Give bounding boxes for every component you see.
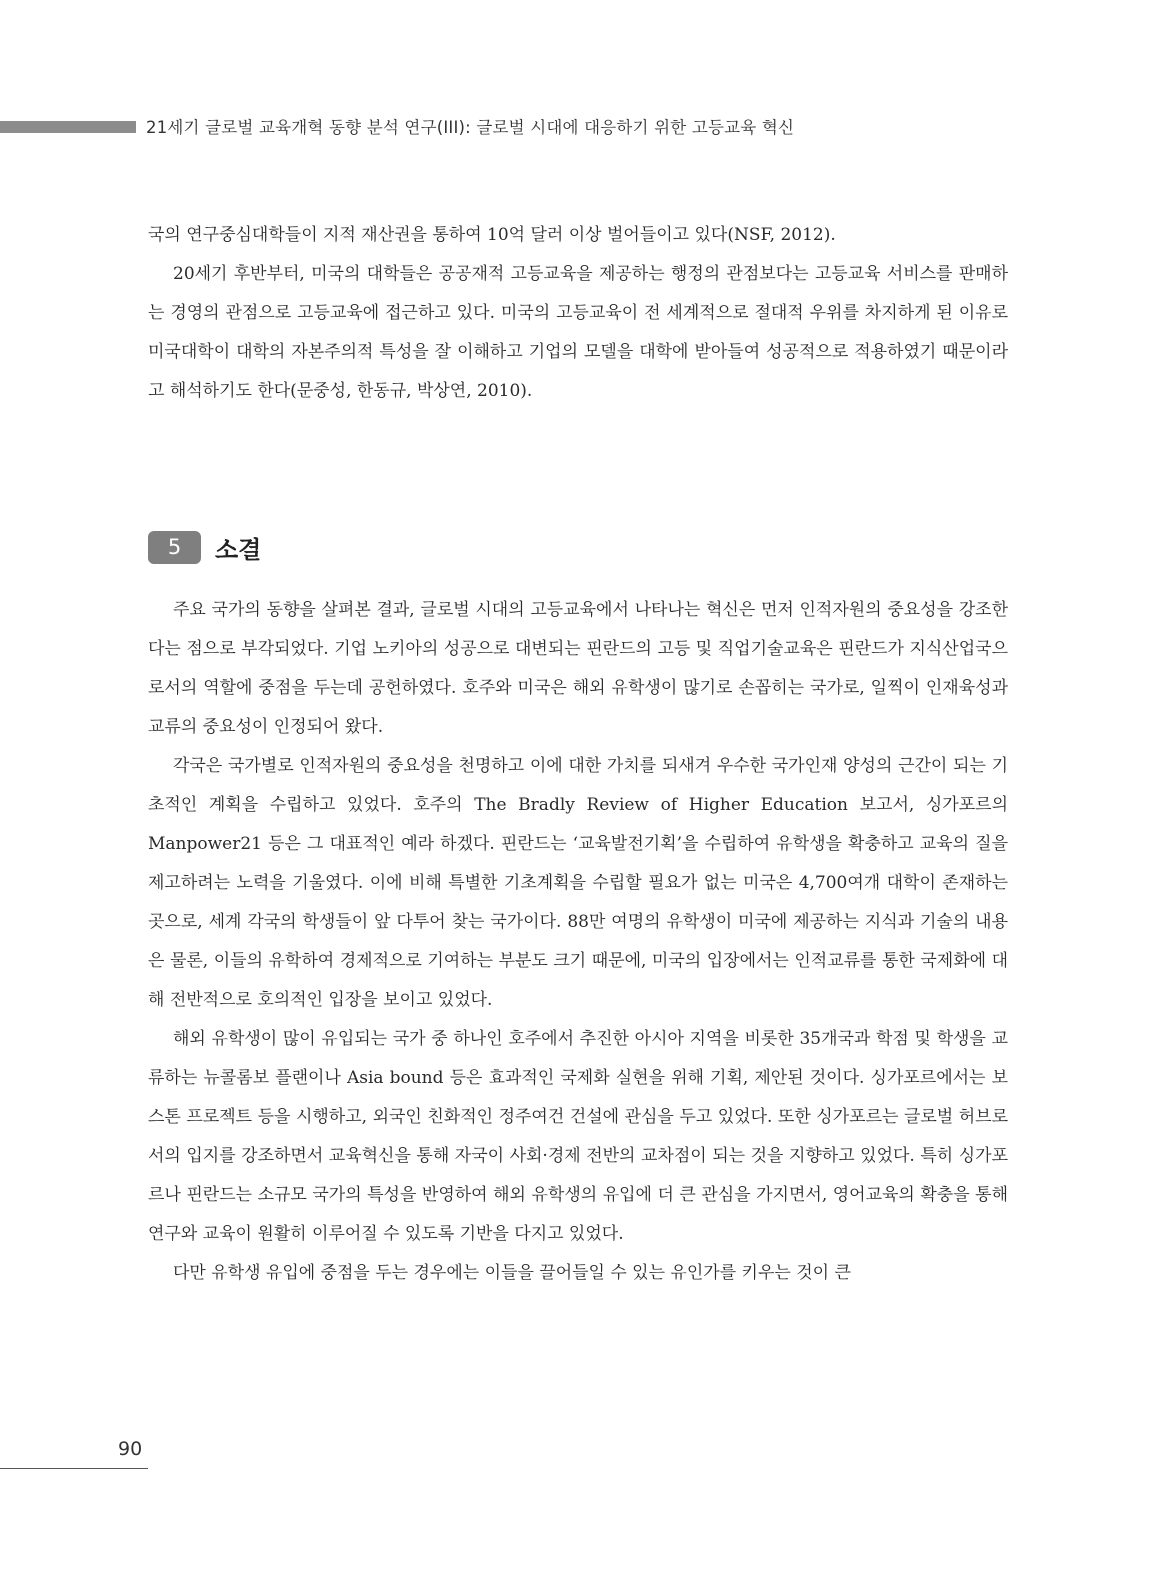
paragraph: 해외 유학생이 많이 유입되는 국가 중 하나인 호주에서 추진한 아시아 지역을 비롯한 35개국과 학점 및 학생을 교류하는 뉴콜롬보 플랜이나 Asia bound 등은 효과적인 국제화 실현을 위해 기획, 제안된 것이다. 싱가포르에서는 보스톤 프로젝트 등을 시행하고, 외국인 친화적인 정주여건 건설에 관심을 두고 있었다. 또한 싱가포르는 글로벌 허브로서의 입지를 강조하면서 교육혁신을 통해 자국이 사회·경제 전반의 교차점이 되는 것을 지향하고 있었다. 특히 싱가포르나 핀란드는 소규모 국가의 특성을 반영하여 해외 유학생의 유입에 더 큰 관심을 가지면서, 영어교육의 확충을 통해 연구와 교육이 원활히 이루어질 수 있도록 기반을 다지고 있었다. (148, 1029, 1008, 1244)
paragraph: 각국은 국가별로 인적자원의 중요성을 천명하고 이에 대한 가치를 되새겨 우수한 국가인재 양성의 근간이 되는 기초적인 계획을 수립하고 있었다. 호주의 The Bradly Review of Higher Education 보고서, 싱가포르의 Manpower21 등은 그 대표적인 예라 하겠다. 핀란드는 ‘교육발전기획’을 수립하여 유학생을 확충하고 교육의 질을 제고하려는 노력을 기울였다. 이에 비해 특별한 기초계획을 수립할 필요가 없는 미국은 4,700여개 대학이 존재하는 곳으로, 세계 각국의 학생들이 앞 다투어 찾는 국가이다. 88만 여명의 유학생이 미국에 제공하는 지식과 기술의 내용은 물론, 이들의 유학하여 경제적으로 기여하는 부분도 크기 때문에, 미국의 입장에서는 인적교류를 통한 국제화에 대해 전반적으로 호의적인 입장을 보이고 있었다. (148, 756, 1008, 1010)
paragraph: 20세기 후반부터, 미국의 대학들은 공공재적 고등교육을 제공하는 행정의 관점보다는 고등교육 서비스를 판매하는 경영의 관점으로 고등교육에 접근하고 있다. 미국의 고등교육이 전 세계적으로 절대적 우위를 차지하게 된 이유로 미국대학이 대학의 자본주의적 특성을 잘 이해하고 기업의 모델을 대학에 받아들여 성공적으로 적용하였기 때문이라고 해석하기도 한다(문중성, 한동규, 박상연, 2010). (148, 264, 1008, 401)
page-number: 90 (118, 1438, 143, 1460)
section-number-badge: 5 (148, 531, 201, 564)
paragraph: 다만 유학생 유입에 중점을 두는 경우에는 이들을 끌어들일 수 있는 유인가를 키우는 것이 큰 (173, 1263, 851, 1283)
intro-text-block (148, 216, 1008, 411)
paragraph: 국의 연구중심대학들이 지적 재산권을 통하여 10억 달러 이상 벌어들이고 있다(NSF, 2012). (148, 225, 836, 245)
paragraph: 주요 국가의 동향을 살펴본 결과, 글로벌 시대의 고등교육에서 나타나는 혁신은 먼저 인적자원의 중요성을 강조한다는 점으로 부각되었다. 기업 노키아의 성공으로 대변되는 핀란드의 고등 및 직업기술교육은 핀란드가 지식산업국으로서의 역할에 중점을 두는데 공헌하였다. 호주와 미국은 해외 유학생이 많기로 손꼽히는 국가로, 일찍이 인재육성과 교류의 중요성이 인정되어 왔다. (148, 600, 1008, 737)
running-header-title: 21세기 글로벌 교육개혁 동향 분석 연구(III): 글로벌 시대에 대응하기 위한 고등교육 혁신 (146, 118, 795, 137)
header-accent-bar (0, 121, 136, 133)
footer-divider (0, 1468, 148, 1469)
section-title: 소결 (215, 535, 262, 564)
section-text-block (148, 591, 1008, 1293)
section-heading (148, 530, 261, 564)
